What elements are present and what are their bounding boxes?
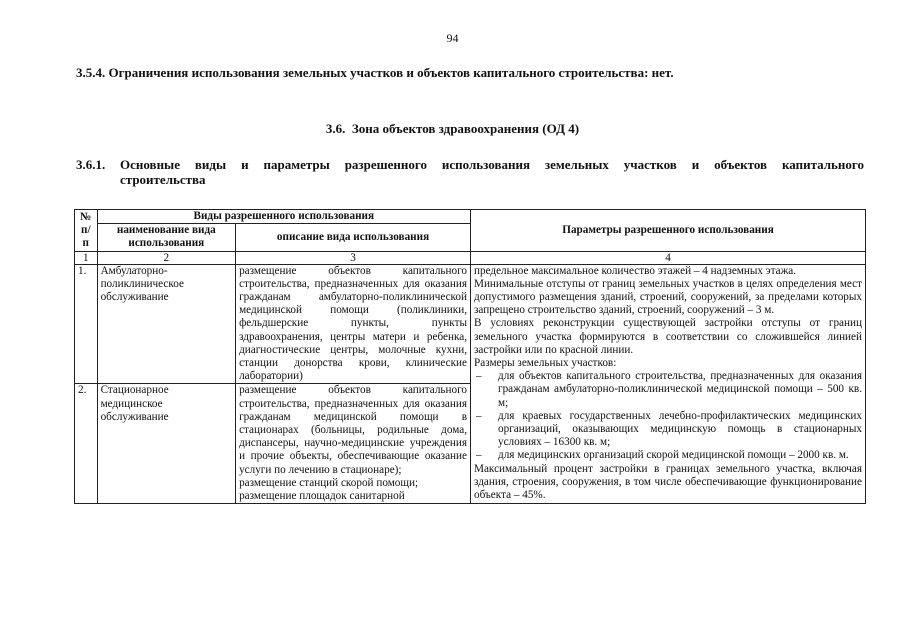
list-item: – для краевых государственных лечебно-профилактических медицинских организаций, оказывающих медицинскую помощь в стационарных условиях – 16300 кв. м; xyxy=(476,409,862,449)
row-desc-text: размещение объектов капитального строительства, предназначенных для оказания гражданам амбулаторно-поликлинической медицинской помощи (поликлиники, фельдшерские пункты, пункты здравоохранения, центры матери и ребенка, диагностические центры, молочные кухни, станции донорства крови, клинические лаборатории) xyxy=(239,264,467,383)
index-cell: 4 xyxy=(471,251,866,264)
header-num: № п/п xyxy=(75,210,98,252)
section-title: Зона объектов здравоохранения (ОД 4) xyxy=(351,121,580,136)
plot-size-list xyxy=(474,370,862,462)
index-row xyxy=(75,251,866,264)
row-name: Стационарное медицинское обслуживание xyxy=(97,384,236,504)
header-desc: описание вида использования xyxy=(236,224,471,251)
list-item: – для объектов капитального строительства, предназначенных для оказания гражданам амбулаторно-поликлинической медицинской помощи – 500 кв. м; xyxy=(476,370,862,409)
param-plot-sizes: Размеры земельных участков: xyxy=(474,357,617,370)
dash-marker: – xyxy=(476,409,482,422)
section-number: 3.5.4. xyxy=(76,65,106,80)
param-max-coverage: Максимальный процент застройки в границах земельного участка, включая здания, строения, сооружения, в том числе обеспечивающие функционирование объекта – 45%. xyxy=(474,462,862,502)
header-name: наименование вида использования xyxy=(97,224,236,251)
table-row xyxy=(75,264,866,384)
param-floors: предельное максимальное количество этажей – 4 надземных этажа. xyxy=(474,264,797,277)
param-setbacks: Минимальные отступы от границ земельных участков в целях определения мест допустимого размещения зданий, строений, сооружений, за пределами которых запрещено строительство зданий, строений, сооружений – 3 м. xyxy=(474,277,862,317)
row-desc xyxy=(236,384,471,504)
row-desc xyxy=(236,264,471,384)
header-group: Виды разрешенного использования xyxy=(97,210,470,224)
section-3-5-4-heading xyxy=(76,65,674,80)
land-use-table xyxy=(74,209,866,504)
row-desc-text: размещение площадок санитарной xyxy=(239,490,405,503)
index-cell: 3 xyxy=(236,251,471,264)
section-title-line-1: Основные виды и параметры разрешенного использования земельных участков и объектов капитального xyxy=(120,157,864,172)
list-item: – для медицинских организаций скорой медицинской помощи – 2000 кв. м. xyxy=(476,449,849,462)
params-cell xyxy=(471,264,866,504)
dash-marker: – xyxy=(476,449,482,462)
section-title-line-2: строительства xyxy=(120,172,206,187)
page-number: 94 xyxy=(446,31,459,45)
section-3-6-1-heading xyxy=(76,157,866,187)
section-number: 3.6. xyxy=(325,121,346,136)
row-desc-text: размещение станций скорой помощи; xyxy=(239,476,419,489)
row-name: Амбулаторно-поликлиническое обслуживание xyxy=(97,264,236,384)
index-cell: 2 xyxy=(97,251,236,264)
row-num: 2. xyxy=(75,384,98,504)
dash-marker: – xyxy=(476,370,482,383)
param-reconstruction: В условиях реконструкции существующей застройки отступы от границ земельного участка формируются в соответствии со сложившейся линией застройки или по красной линии. xyxy=(474,317,862,356)
row-desc-text: размещение объектов капитального строительства, предназначенных для оказания гражданам медицинской помощи в стационарах (больницы, родильные дома, диспансеры, научно-медицинские учреждения и прочие объекты, обеспечивающие оказание услуги по лечению в стационаре); xyxy=(239,384,467,476)
header-params: Параметры разрешенного использования xyxy=(471,210,866,252)
section-title: Ограничения использования земельных участков и объектов капитального строительства: нет. xyxy=(108,65,674,80)
row-num: 1. xyxy=(75,264,98,384)
index-cell: 1 xyxy=(75,251,98,264)
section-3-6-heading xyxy=(0,121,905,136)
section-number: 3.6.1. xyxy=(76,157,106,172)
